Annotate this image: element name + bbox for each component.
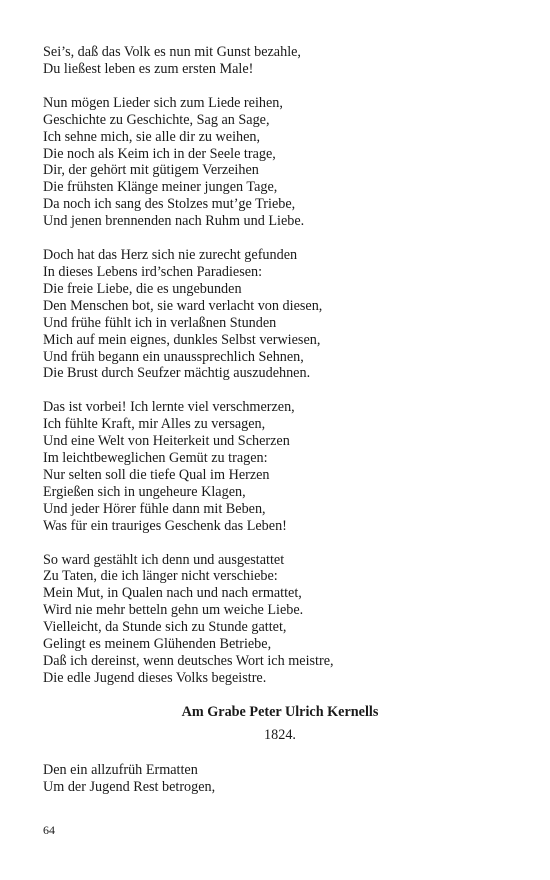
verse-line: Und früh begann ein unaussprechlich Sehnen, — [43, 348, 304, 365]
verse-line: Das ist vorbei! Ich lernte viel verschmerzen, — [43, 399, 295, 416]
stanza-4 — [43, 399, 513, 534]
verse-line: Mein Mut, in Qualen nach und nach ermattet, — [43, 585, 302, 602]
verse-line: So ward gestählt ich denn und ausgestattet — [43, 551, 285, 568]
verse-line: Und jenen brennenden nach Ruhm und Liebe. — [43, 213, 305, 230]
verse-line: Den ein allzufrüh Ermatten — [43, 761, 198, 778]
verse-line: Die noch als Keim ich in der Seele trage, — [43, 145, 276, 162]
stanza-5 — [43, 552, 513, 687]
stanza-6 — [43, 762, 513, 796]
verse-line: Zu Taten, die ich länger nicht verschiebe: — [43, 568, 278, 585]
verse-line: Daß ich dereinst, wenn deutsches Wort ich meistre, — [43, 653, 334, 669]
verse-line: Und eine Welt von Heiterkeit und Scherzen — [43, 433, 290, 450]
page-text — [43, 44, 513, 813]
poem-year: 1824. — [264, 726, 296, 743]
verse-line: Ich sehne mich, sie alle dir zu weihen, — [43, 128, 261, 145]
verse-line: Im leichtbeweglichen Gemüt zu tragen: — [43, 450, 268, 467]
verse-line: Und frühe fühlt ich in verlaßnen Stunden — [43, 314, 277, 331]
verse-line: Du ließest leben es zum ersten Male! — [43, 60, 254, 77]
verse-line: In dieses Lebens ird’schen Paradiesen: — [43, 263, 263, 280]
poem-title: Am Grabe Peter Ulrich Kernells — [181, 703, 379, 720]
verse-line: Die freie Liebe, die es ungebunden — [43, 280, 242, 297]
verse-line: Da noch ich sang des Stolzes mut’ge Triebe, — [43, 196, 296, 213]
stanza-2 — [43, 95, 513, 230]
verse-line: Sei’s, daß das Volk es nun mit Gunst bezahle, — [43, 44, 301, 60]
stanza-3 — [43, 247, 513, 382]
page-number: 64 — [43, 823, 55, 837]
verse-line: Dir, der gehört mit gütigem Verzeihen — [43, 162, 259, 179]
verse-line: Geschichte zu Geschichte, Sag an Sage, — [43, 111, 270, 128]
verse-line: Was für ein trauriges Geschenk das Leben! — [43, 517, 287, 534]
verse-line: Nun mögen Lieder sich zum Liede reihen, — [43, 94, 283, 111]
verse-line: Um der Jugend Rest betrogen, — [43, 778, 216, 795]
verse-line: Die Brust durch Seufzer mächtig auszudehnen. — [43, 365, 311, 382]
verse-line: Vielleicht, da Stunde sich zu Stunde gattet, — [43, 619, 287, 636]
verse-line: Mich auf mein eignes, dunkles Selbst verwiesen, — [43, 331, 321, 348]
verse-line: Die edle Jugend dieses Volks begeistre. — [43, 669, 267, 686]
verse-line: Gelingt es meinem Glühenden Betriebe, — [43, 636, 272, 653]
verse-line: Nur selten soll die tiefe Qual im Herzen — [43, 466, 270, 483]
stanza-1 — [43, 44, 513, 78]
verse-line: Den Menschen bot, sie ward verlacht von diesen, — [43, 297, 323, 314]
verse-line: Die frühsten Klänge meiner jungen Tage, — [43, 179, 278, 196]
verse-line: Doch hat das Herz sich nie zurecht gefunden — [43, 247, 298, 264]
verse-line: Ergießen sich in ungeheure Klagen, — [43, 483, 246, 500]
verse-line: Ich fühlte Kraft, mir Alles zu versagen, — [43, 416, 266, 433]
verse-line: Wird nie mehr betteln gehn um weiche Liebe. — [43, 602, 304, 619]
verse-line: Und jeder Hörer fühle dann mit Beben, — [43, 500, 266, 517]
